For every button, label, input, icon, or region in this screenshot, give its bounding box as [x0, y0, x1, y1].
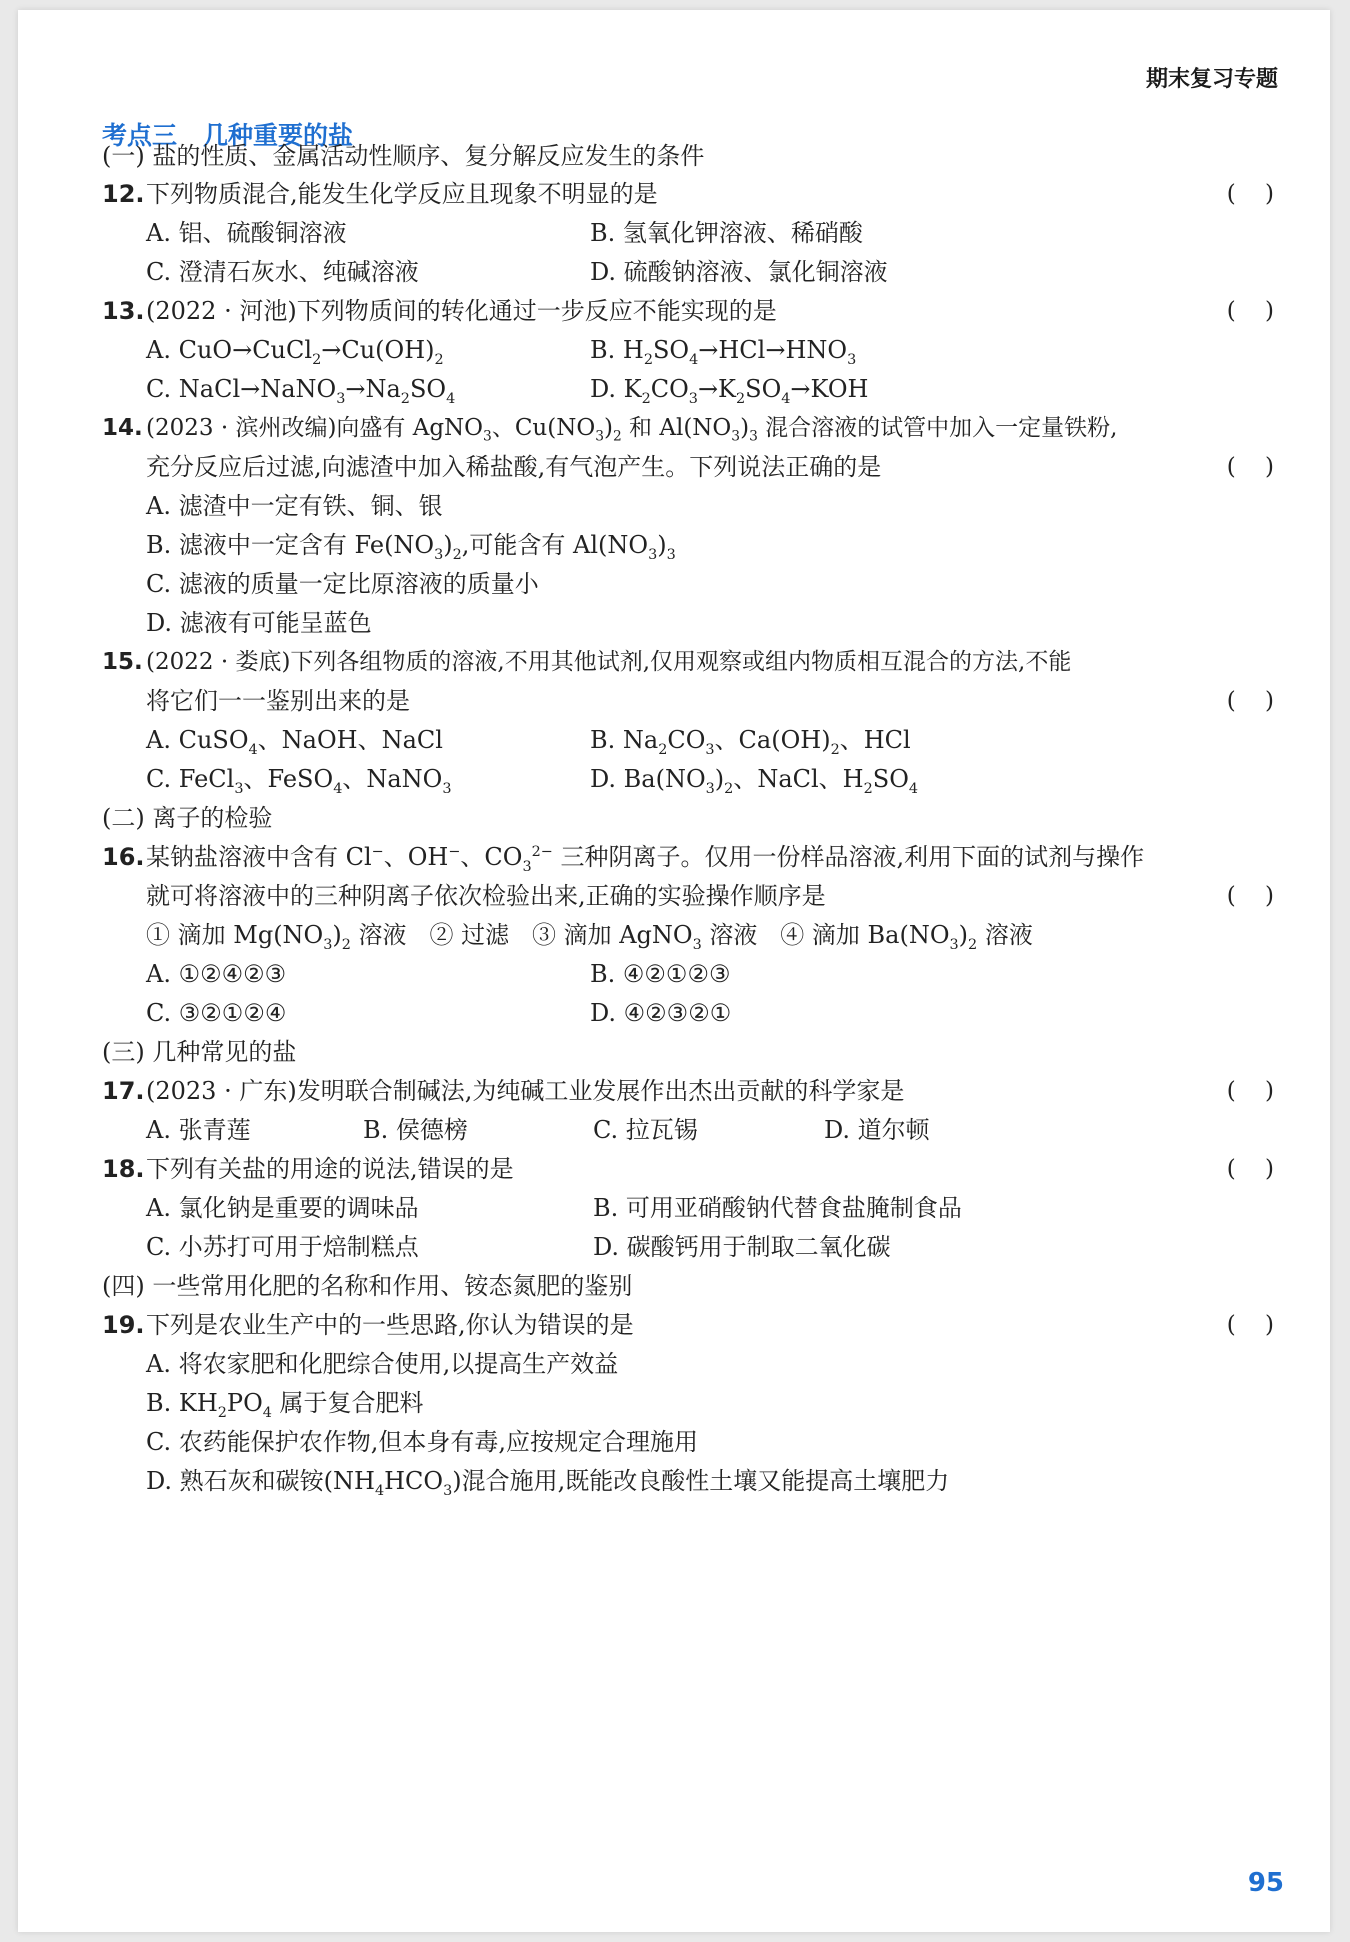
- question-16: 16.某钠盐溶液中含有 Cl−、OH−、$CO_3^{2-}$ 三种阴离子。仅用一份样品溶液,利用下面的试剂与操作: [102, 837, 1144, 877]
- question-text: 混合溶液的试管中加入一定量铁粉,: [765, 415, 1118, 441]
- subsection-title-4: (四) 一些常用化肥的名称和作用、铵态氮肥的鉴别: [102, 1272, 633, 1300]
- question-number: 13.: [102, 297, 145, 325]
- answer-blank[interactable]: ( ): [1226, 1156, 1274, 1182]
- page: [18, 10, 1330, 1932]
- option-a: A. $CuO\to CuCl_2\to Cu(OH)_2$: [146, 336, 444, 368]
- option-b: B. $KH_2PO_4$ 属于复合肥料: [146, 1389, 424, 1421]
- subsection-title-2: (二) 离子的检验: [102, 804, 273, 832]
- question-16-operations: ① 滴加 $Mg(NO_3)_2$ 溶液 ② 过滤 ③ 滴加 AgNO$_3$ 溶液 ④ 滴加 $Ba(NO_3)_2$ 溶液: [146, 921, 1033, 953]
- question-text: (2023 · 广东)发明联合制碱法,为纯碱工业发展作出杰出贡献的科学家是: [146, 1077, 905, 1105]
- option-d: D. $K_2CO_3\to K_2SO_4\to KOH$: [590, 375, 869, 407]
- option-c: C. 拉瓦锡: [593, 1116, 698, 1144]
- option-b: B. $H_2SO_4\to HCl\to HNO_3$: [590, 336, 857, 368]
- option-a: A. 张青莲: [146, 1116, 251, 1144]
- question-17: [102, 1071, 904, 1111]
- question-13: [102, 291, 777, 331]
- option-a: A. 铝、硫酸铜溶液: [146, 219, 347, 247]
- question-text: 下列有关盐的用途的说法,错误的是: [146, 1155, 514, 1183]
- option-a: A. 将农家肥和化肥综合使用,以提高生产效益: [146, 1350, 619, 1378]
- question-number: 18.: [102, 1155, 145, 1183]
- question-number: 15.: [102, 649, 143, 675]
- answer-blank[interactable]: ( ): [1226, 298, 1274, 324]
- option-a: A. 滤渣中一定有铁、铜、银: [146, 492, 443, 520]
- question-text: (2022 · 娄底)下列各组物质的溶液,不用其他试剂,仅用观察或组内物质相互混合的方法,不能: [146, 649, 1072, 675]
- question-number: 12.: [102, 180, 145, 208]
- question-14: 14. (2023 · 滨州改编)向盛有 AgNO$_3$、$Cu(NO_3)_2$ 和 $Al(NO_3)_3$ 混合溶液的试管中加入一定量铁粉,: [102, 408, 1117, 448]
- option-d: D. 熟石灰和碳铵$(NH_4HCO_3)$混合施用,既能改良酸性土壤又能提高土壤肥力: [146, 1467, 950, 1499]
- option-d: D. 碳酸钙用于制取二氧化碳: [593, 1233, 891, 1261]
- option-d: D. ④②③②①: [590, 999, 732, 1027]
- option-c: C. 农药能保护农作物,但本身有毒,应按规定合理施用: [146, 1428, 699, 1456]
- option-a: A. CuSO$_4$、NaOH、NaCl: [146, 726, 443, 758]
- question-12: [102, 174, 658, 214]
- question-19: [102, 1305, 634, 1345]
- option-c: C. FeCl$_3$、FeSO$_4$、NaNO$_3$: [146, 765, 452, 797]
- question-text: (2023 · 滨州改编)向盛有 AgNO: [146, 415, 484, 441]
- option-b: B. ④②①②③: [590, 960, 731, 988]
- option-d: D. 道尔顿: [824, 1116, 930, 1144]
- option-b: B. 侯德榜: [363, 1116, 468, 1144]
- option-d: D. 滤液有可能呈蓝色: [146, 609, 372, 637]
- question-text: (2022 · 河池)下列物质间的转化通过一步反应不能实现的是: [146, 297, 777, 325]
- option-a: A. 氯化钠是重要的调味品: [146, 1194, 419, 1222]
- question-18: [102, 1149, 514, 1189]
- option-a: A. ①②④②③: [146, 960, 287, 988]
- question-14-line-2: 充分反应后过滤,向滤渣中加入稀盐酸,有气泡产生。下列说法正确的是: [146, 453, 882, 481]
- answer-blank[interactable]: ( ): [1226, 1312, 1274, 1338]
- header-title: 期末复习专题: [1145, 67, 1278, 92]
- operation-2: ② 过滤: [429, 921, 510, 949]
- option-c: C. ③②①②④: [146, 999, 287, 1027]
- option-c: C. $NaCl\to NaNO_3\to Na_2SO_4$: [146, 375, 456, 407]
- option-b: B. $Na_2CO_3$、$Ca(OH)_2$、HCl: [590, 726, 911, 758]
- answer-blank[interactable]: ( ): [1226, 883, 1274, 909]
- option-d: D. $Ba(NO_3)_2$、NaCl、$H_2SO_4$: [590, 765, 919, 797]
- question-number: 17.: [102, 1077, 145, 1105]
- option-d: D. 硫酸钠溶液、氯化铜溶液: [590, 258, 888, 286]
- question-15: [102, 642, 1071, 682]
- question-text: 下列是农业生产中的一些思路,你认为错误的是: [146, 1311, 634, 1339]
- answer-blank[interactable]: ( ): [1226, 688, 1274, 714]
- page-number: 95: [1247, 1868, 1284, 1898]
- option-c: C. 滤液的质量一定比原溶液的质量小: [146, 570, 539, 598]
- option-b: B. 氢氧化钾溶液、稀硝酸: [590, 219, 863, 247]
- question-number: 19.: [102, 1311, 145, 1339]
- section-name: 几种重要的盐: [203, 121, 354, 150]
- question-16-line-2: 就可将溶液中的三种阴离子依次检验出来,正确的实验操作顺序是: [146, 882, 826, 910]
- section-label: 考点三: [102, 121, 178, 150]
- subsection-title-3: (三) 几种常见的盐: [102, 1038, 297, 1066]
- answer-blank[interactable]: ( ): [1226, 1078, 1274, 1104]
- option-b: B. 滤液中一定含有 $Fe(NO_3)_2$,可能含有 $Al(NO_3)_3$: [146, 531, 676, 563]
- question-number: 16.: [102, 843, 145, 871]
- question-text: 下列物质混合,能发生化学反应且现象不明显的是: [146, 180, 658, 208]
- option-b: B. 可用亚硝酸钠代替食盐腌制食品: [593, 1194, 962, 1222]
- option-c: C. 澄清石灰水、纯碱溶液: [146, 258, 419, 286]
- question-15-line-2: 将它们一一鉴别出来的是: [146, 687, 410, 715]
- answer-blank[interactable]: ( ): [1226, 454, 1274, 480]
- question-number: 14.: [102, 415, 143, 441]
- subsection-title-1: (一) 盐的性质、金属活动性顺序、复分解反应发生的条件: [102, 142, 705, 170]
- answer-blank[interactable]: ( ): [1226, 181, 1274, 207]
- option-c: C. 小苏打可用于焙制糕点: [146, 1233, 419, 1261]
